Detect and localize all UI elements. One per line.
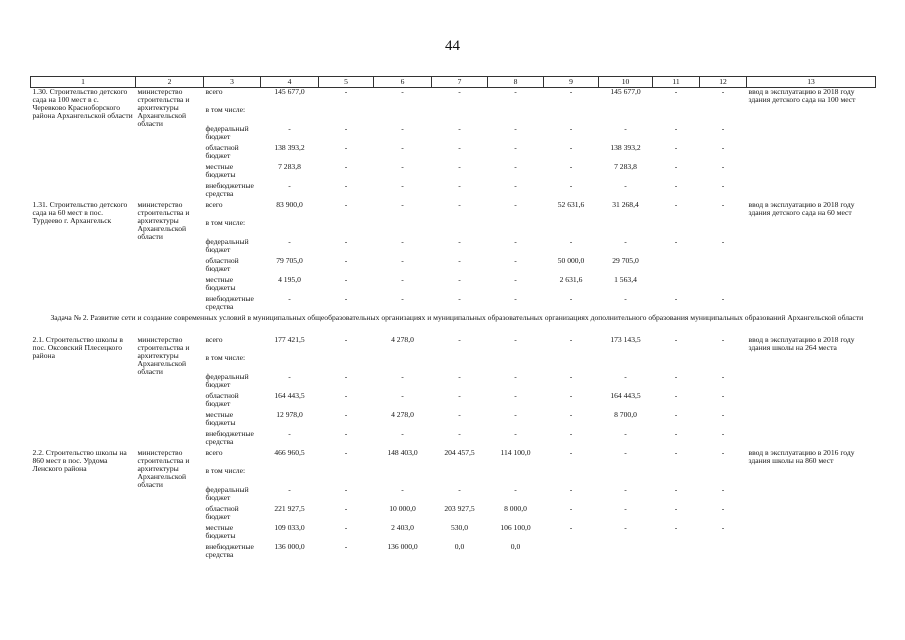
funding-source: всего — [205, 449, 223, 457]
funding-value: - — [344, 505, 348, 513]
project-executor: министерство строительства и архитектуры Архангельской области — [137, 336, 190, 376]
funding-value: - — [344, 182, 348, 190]
funding-value — [700, 467, 747, 486]
funding-value: - — [569, 87, 573, 96]
funding-value — [544, 106, 599, 125]
funding-value: 173 143,5 — [610, 336, 641, 344]
funding-value: - — [624, 125, 627, 133]
funding-value — [319, 106, 374, 125]
funding-value — [544, 354, 599, 373]
funding-value — [488, 106, 544, 125]
column-header: 2 — [136, 77, 204, 88]
funding-value — [432, 354, 488, 373]
funding-source: в том числе: — [205, 354, 246, 362]
funding-value: 52 631,6 — [557, 201, 585, 209]
funding-value: - — [721, 238, 725, 246]
funding-value: - — [401, 257, 404, 265]
funding-value: - — [569, 125, 573, 133]
funding-value: 204 457,5 — [444, 449, 475, 457]
funding-value: - — [569, 163, 573, 171]
funding-value: - — [401, 87, 404, 96]
funding-value — [653, 219, 700, 238]
funding-value: - — [721, 163, 725, 171]
funding-value: 114 100,0 — [500, 449, 531, 457]
funding-value — [432, 467, 488, 486]
funding-value: - — [674, 449, 678, 457]
funding-value — [319, 219, 374, 238]
funding-value — [653, 276, 700, 295]
funding-source: всего — [205, 87, 223, 96]
funding-source: внебюджетные средства — [205, 430, 254, 446]
column-header: 3 — [204, 77, 261, 88]
funding-value: 31 268,4 — [612, 201, 639, 209]
funding-value: - — [674, 336, 678, 344]
funding-value — [599, 106, 653, 125]
funding-value: - — [514, 257, 517, 265]
funding-value — [432, 219, 488, 238]
funding-value: - — [721, 411, 725, 419]
funding-value — [653, 467, 700, 486]
funding-value: - — [344, 392, 348, 400]
funding-value — [544, 219, 599, 238]
funding-value: 7 283,8 — [614, 163, 637, 171]
funding-value: - — [569, 486, 573, 494]
funding-value: - — [514, 430, 517, 438]
funding-source: местные бюджеты — [205, 276, 236, 292]
funding-value: - — [458, 430, 461, 438]
column-header: 4 — [261, 77, 319, 88]
funding-source: в том числе: — [205, 219, 246, 227]
funding-value: 145 677,0 — [610, 87, 641, 96]
project-executor: министерство строительства и архитектуры Архангельской области — [137, 449, 190, 489]
funding-value: 4 195,0 — [278, 276, 301, 284]
funding-source: федеральный бюджет — [205, 238, 249, 254]
column-header: 1 — [31, 77, 136, 88]
funding-value: 1 563,4 — [614, 276, 637, 284]
funding-source: федеральный бюджет — [205, 125, 249, 141]
funding-value: - — [514, 295, 517, 303]
funding-value: - — [674, 373, 678, 381]
funding-value: - — [344, 449, 348, 457]
funding-value: - — [458, 182, 461, 190]
funding-value: - — [569, 295, 573, 303]
funding-value: - — [401, 430, 404, 438]
funding-source: местные бюджеты — [205, 411, 236, 427]
funding-source: в том числе: — [205, 467, 246, 475]
project-name: 2.1. Строительство школы в пос. Оксовский Плесецкого района — [32, 336, 123, 360]
funding-value: - — [721, 201, 725, 209]
column-header: 12 — [700, 77, 747, 88]
funding-value: - — [624, 373, 627, 381]
funding-value: - — [514, 276, 517, 284]
funding-value: - — [569, 449, 573, 457]
funding-value — [261, 354, 319, 373]
funding-value: - — [401, 373, 404, 381]
funding-value — [261, 467, 319, 486]
funding-value: - — [674, 144, 678, 152]
funding-value: - — [674, 411, 678, 419]
funding-value: 29 705,0 — [612, 257, 639, 265]
funding-value: - — [721, 373, 725, 381]
funding-value: - — [514, 87, 517, 96]
table-row — [31, 449, 876, 467]
funding-value: - — [401, 486, 404, 494]
funding-value: - — [721, 125, 725, 133]
column-header: 7 — [432, 77, 488, 88]
funding-value — [374, 354, 432, 373]
funding-value — [599, 543, 653, 562]
column-header: 13 — [747, 77, 876, 88]
table-row — [31, 88, 876, 107]
funding-value: - — [624, 449, 627, 457]
funding-value: 138 393,2 — [610, 144, 641, 152]
funding-value: - — [344, 336, 348, 344]
funding-value: - — [514, 411, 517, 419]
funding-value: - — [344, 87, 348, 96]
funding-value: - — [458, 163, 461, 171]
funding-value: - — [458, 238, 461, 246]
funding-source: областной бюджет — [205, 392, 239, 408]
table-row — [31, 336, 876, 354]
funding-value: - — [458, 336, 461, 344]
funding-value: - — [458, 373, 461, 381]
funding-value: - — [288, 182, 291, 190]
funding-value — [700, 219, 747, 238]
projects-block-2 — [31, 336, 876, 562]
funding-value: - — [344, 125, 348, 133]
funding-value: - — [344, 238, 348, 246]
funding-value: - — [288, 373, 291, 381]
funding-value: - — [458, 201, 461, 209]
funding-value: - — [674, 201, 678, 209]
funding-source: всего — [205, 201, 223, 209]
funding-value: - — [458, 295, 461, 303]
funding-value: - — [674, 430, 678, 438]
funding-value: - — [288, 430, 291, 438]
funding-value: - — [514, 373, 517, 381]
funding-value: 164 443,5 — [610, 392, 641, 400]
funding-value: - — [674, 295, 678, 303]
project-executor: министерство строительства и архитектуры Архангельской области — [137, 87, 190, 128]
funding-value: - — [514, 486, 517, 494]
funding-value: - — [458, 392, 461, 400]
funding-value: 2 403,0 — [391, 524, 414, 532]
funding-value: - — [288, 238, 291, 246]
funding-value — [700, 106, 747, 125]
funding-value: - — [514, 125, 517, 133]
funding-value: - — [721, 336, 725, 344]
funding-value: - — [569, 430, 573, 438]
funding-value: - — [721, 430, 725, 438]
project-name: 1.31. Строительство детского сада на 60 мест в пос. Турдеево г. Архангельск — [32, 201, 128, 225]
funding-value: - — [624, 505, 627, 513]
funding-value: - — [458, 276, 461, 284]
funding-value: - — [569, 411, 573, 419]
page-number: 44 — [445, 38, 460, 54]
funding-value: - — [458, 87, 461, 96]
funding-value: - — [458, 144, 461, 152]
funding-value — [653, 543, 700, 562]
funding-value — [319, 467, 374, 486]
funding-value: - — [344, 276, 348, 284]
funding-value: - — [458, 125, 461, 133]
funding-value — [599, 354, 653, 373]
funding-source: федеральный бюджет — [205, 486, 249, 502]
funding-value: - — [401, 201, 404, 209]
funding-value — [653, 257, 700, 276]
table-row — [31, 201, 876, 219]
funding-value: 177 421,5 — [274, 336, 305, 344]
funding-value: - — [401, 295, 404, 303]
funding-value: - — [624, 430, 627, 438]
funding-value — [488, 219, 544, 238]
funding-value: 106 100,0 — [500, 524, 531, 532]
funding-value: - — [569, 336, 573, 344]
funding-value: 164 443,5 — [274, 392, 305, 400]
funding-value: - — [514, 238, 517, 246]
funding-value: - — [288, 295, 291, 303]
funding-value: 530,0 — [450, 524, 469, 532]
funding-value: 8 700,0 — [614, 411, 637, 419]
column-header: 10 — [599, 77, 653, 88]
funding-value — [432, 106, 488, 125]
funding-value: 136 000,0 — [387, 543, 418, 551]
funding-source: внебюджетные средства — [205, 295, 254, 311]
funding-value: - — [721, 144, 725, 152]
funding-value: - — [569, 524, 573, 532]
funding-value: - — [344, 486, 348, 494]
funding-value: - — [721, 505, 725, 513]
funding-value: - — [674, 524, 678, 532]
funding-value: - — [344, 524, 348, 532]
funding-value: - — [514, 144, 517, 152]
funding-value: - — [288, 486, 291, 494]
expected-result: ввод в эксплуатацию в 2016 году здания школы на 860 мест — [748, 449, 855, 465]
funding-value — [374, 106, 432, 125]
funding-source: областной бюджет — [205, 505, 239, 521]
funding-value — [319, 354, 374, 373]
funding-value: - — [514, 182, 517, 190]
funding-value: - — [401, 125, 404, 133]
funding-value: - — [458, 257, 461, 265]
funding-value: 79 705,0 — [276, 257, 303, 265]
funding-value — [544, 543, 599, 562]
funding-value: - — [514, 201, 517, 209]
funding-value: - — [721, 524, 725, 532]
funding-value — [653, 106, 700, 125]
funding-value: 136 000,0 — [274, 543, 305, 551]
funding-value: - — [569, 505, 573, 513]
funding-value: - — [624, 524, 627, 532]
funding-value — [261, 106, 319, 125]
funding-source: всего — [205, 336, 223, 344]
funding-value: - — [344, 411, 348, 419]
funding-value: - — [288, 125, 291, 133]
funding-value: 138 393,2 — [274, 144, 305, 152]
funding-value: - — [674, 125, 678, 133]
expected-result: ввод в эксплуатацию в 2018 году здания школы на 264 места — [748, 336, 855, 352]
funding-value: 50 000,0 — [557, 257, 585, 265]
funding-value: - — [401, 276, 404, 284]
funding-source: внебюджетные средства — [205, 182, 254, 198]
table-header-row — [31, 77, 876, 88]
funding-value: - — [401, 182, 404, 190]
funding-value: - — [401, 392, 404, 400]
funding-value: - — [721, 486, 725, 494]
expected-result: ввод в эксплуатацию в 2018 году здания детского сада на 60 мест — [748, 201, 855, 217]
funding-value: 10 000,0 — [389, 505, 416, 513]
funding-value: - — [458, 486, 461, 494]
funding-value: - — [721, 392, 725, 400]
funding-value: - — [674, 182, 678, 190]
funding-value: - — [344, 373, 348, 381]
funding-value — [544, 467, 599, 486]
funding-value: - — [514, 163, 517, 171]
funding-source: местные бюджеты — [205, 524, 236, 540]
funding-value: - — [721, 87, 725, 96]
funding-value: - — [569, 373, 573, 381]
projects-block-1 — [31, 88, 876, 315]
funding-value: 109 033,0 — [274, 524, 305, 532]
funding-value: 83 900,0 — [276, 201, 303, 209]
funding-value: - — [344, 163, 348, 171]
funding-value — [700, 543, 747, 562]
funding-value: - — [569, 392, 573, 400]
funding-value: - — [344, 201, 348, 209]
funding-source: областной бюджет — [205, 257, 239, 273]
funding-value: - — [674, 238, 678, 246]
funding-source: федеральный бюджет — [205, 373, 249, 389]
funding-source: внебюджетные средства — [205, 543, 254, 559]
funding-value — [599, 219, 653, 238]
funding-value: - — [624, 182, 627, 190]
project-name: 1.30. Строительство детского сада на 100 мест в с. Черевково Красноборского района Архангельской области — [32, 87, 133, 120]
funding-value: - — [401, 144, 404, 152]
funding-value: 7 283,8 — [278, 163, 301, 171]
funding-value: 203 927,5 — [444, 505, 475, 513]
funding-value — [599, 467, 653, 486]
task-text: Задача № 2. Развитие сети и создание современных условий в муниципальных общеобразовательных организациях и муниципальных образовательных организациях дополнительного образования муниципальных образований Архангельской области — [50, 314, 864, 322]
funding-source: в том числе: — [205, 106, 246, 114]
funding-value — [653, 354, 700, 373]
funding-value: - — [344, 543, 348, 551]
funding-value: 2 631,6 — [559, 276, 583, 284]
task-row — [31, 314, 876, 336]
funding-value — [700, 354, 747, 373]
funding-value: 221 927,5 — [274, 505, 305, 513]
funding-value: - — [721, 182, 725, 190]
funding-value: - — [674, 87, 678, 96]
funding-value: - — [401, 238, 404, 246]
funding-value — [700, 257, 747, 276]
funding-value — [488, 354, 544, 373]
funding-value: - — [401, 163, 404, 171]
funding-value: - — [344, 295, 348, 303]
funding-value: 145 677,0 — [274, 87, 305, 96]
funding-value: - — [569, 182, 573, 190]
funding-value: 8 000,0 — [504, 505, 527, 513]
funding-value: - — [674, 392, 678, 400]
funding-value: 0,0 — [454, 543, 465, 551]
project-executor: министерство строительства и архитектуры Архангельской области — [137, 201, 190, 241]
funding-value: - — [344, 257, 348, 265]
funding-source: местные бюджеты — [205, 163, 236, 179]
funding-value — [374, 467, 432, 486]
funding-value: - — [721, 295, 725, 303]
funding-value: - — [624, 486, 627, 494]
funding-source: областной бюджет — [205, 144, 239, 160]
funding-value: - — [514, 392, 517, 400]
funding-value: - — [624, 238, 627, 246]
funding-value: - — [569, 144, 573, 152]
column-header: 5 — [319, 77, 374, 88]
project-name: 2.2. Строительство школы на 860 мест в пос. Урдома Ленского района — [32, 449, 127, 473]
funding-value: 12 978,0 — [276, 411, 303, 419]
funding-value: - — [674, 163, 678, 171]
funding-value: 4 278,0 — [391, 336, 414, 344]
funding-value: 148 403,0 — [387, 449, 418, 457]
funding-value: - — [514, 336, 517, 344]
funding-value: - — [624, 295, 627, 303]
budget-table — [30, 76, 876, 562]
funding-value — [700, 276, 747, 295]
funding-value — [261, 219, 319, 238]
funding-value: - — [721, 449, 725, 457]
column-header: 11 — [653, 77, 700, 88]
funding-value — [374, 219, 432, 238]
expected-result: ввод в эксплуатацию в 2018 году здания детского сада на 100 мест — [748, 87, 856, 104]
funding-value: 466 960,5 — [274, 449, 305, 457]
funding-value: - — [344, 144, 348, 152]
funding-value: - — [458, 411, 461, 419]
funding-value: - — [674, 505, 678, 513]
funding-value: 4 278,0 — [391, 411, 414, 419]
column-header: 6 — [374, 77, 432, 88]
funding-value — [488, 467, 544, 486]
funding-value: - — [344, 430, 348, 438]
column-header: 9 — [544, 77, 599, 88]
funding-value: - — [569, 238, 573, 246]
funding-value: 0,0 — [510, 543, 521, 551]
funding-value: - — [674, 486, 678, 494]
column-header: 8 — [488, 77, 544, 88]
